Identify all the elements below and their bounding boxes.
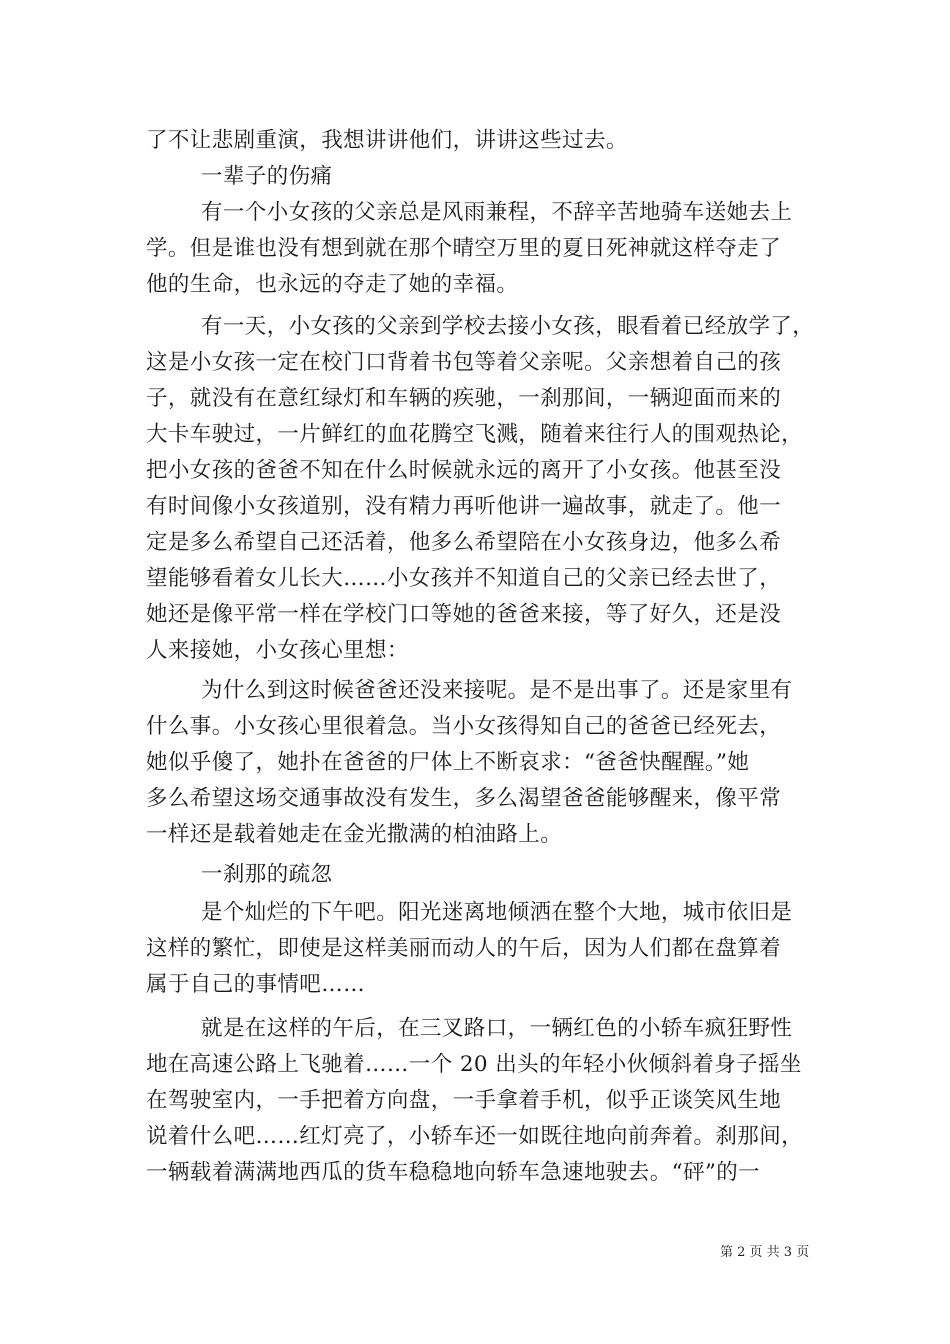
text-line: 他的生命，也永远的夺走了她的幸福。 bbox=[146, 272, 519, 297]
text-line: 什么事。小女孩心里很着急。当小女孩得知自己的爸爸已经死去， bbox=[146, 714, 782, 739]
text-line: 有时间像小女孩道别，没有精力再听他讲一遍故事，就走了。他一 bbox=[146, 494, 782, 519]
text-line: 把小女孩的爸爸不知在什么时候就永远的离开了小女孩。他甚至没 bbox=[146, 458, 782, 483]
text-line: 有一天，小女孩的父亲到学校去接小女孩，眼看着已经放学了， bbox=[201, 314, 815, 339]
page-number: 第 2 页 共 3 页 bbox=[720, 1245, 810, 1260]
text-line: 一辆载着满满地西瓜的货车稳稳地向轿车急速地驶去。“砰”的一 bbox=[146, 1160, 761, 1185]
text-line: 她似乎傻了，她扑在爸爸的尸体上不断哀求：“爸爸快醒醒。”她 bbox=[146, 750, 750, 775]
text-line: 就是在这样的午后，在三叉路口，一辆红色的小轿车疯狂野性 bbox=[201, 1016, 793, 1041]
text-line: 属于自己的事情吧…… bbox=[146, 972, 366, 997]
text-line: 多么希望这场交通事故没有发生，多么渴望爸爸能够醒来，像平常 bbox=[146, 786, 782, 811]
text-line: 一样还是载着她走在金光撒满的柏油路上。 bbox=[146, 822, 563, 847]
text-line: 望能够看着女儿长大……小女孩并不知道自己的父亲已经去世了， bbox=[146, 566, 782, 591]
text-line: 有一个小女孩的父亲总是风雨兼程，不辞辛苦地骑车送她去上 bbox=[201, 200, 793, 225]
text-line: 为什么到这时候爸爸还没来接呢。是不是出事了。还是家里有 bbox=[201, 678, 793, 703]
text-line: 在驾驶室内，一手把着方向盘，一手拿着手机，似乎正谈笑风生地 bbox=[146, 1088, 782, 1113]
text-line: 是个灿烂的下午吧。阳光迷离地倾洒在整个大地，城市依旧是 bbox=[201, 900, 793, 925]
text-line: 这样的繁忙，即使是这样美丽而动人的午后，因为人们都在盘算着 bbox=[146, 936, 782, 961]
section-heading: 一辈子的伤痛 bbox=[201, 164, 333, 189]
text-line: 子，就没有在意红绿灯和车辆的疾驰，一刹那间，一辆迎面而来的 bbox=[146, 386, 782, 411]
text-line: 定是多么希望自己还活着，他多么希望陪在小女孩身边，他多么希 bbox=[146, 530, 782, 555]
text-line: 学。但是谁也没有想到就在那个晴空万里的夏日死神就这样夺走了 bbox=[146, 236, 782, 261]
text-line: 她还是像平常一样在学校门口等她的爸爸来接，等了好久，还是没 bbox=[146, 602, 782, 627]
text-line: 这是小女孩一定在校门口背着书包等着父亲呢。父亲想着自己的孩 bbox=[146, 350, 782, 375]
text-line: 人来接她，小女孩心里想： bbox=[146, 638, 409, 663]
section-heading: 一刹那的疏忽 bbox=[201, 862, 333, 887]
text-line: 大卡车驶过，一片鲜红的血花腾空飞溅，随着来往行人的围观热论， bbox=[146, 422, 804, 447]
text-line: 说着什么吧……红灯亮了，小轿车还一如既往地向前奔着。刹那间， bbox=[146, 1124, 804, 1149]
text-line: 地在高速公路上飞驰着……一个 20 出头的年轻小伙倾斜着身子摇坐 bbox=[146, 1052, 802, 1077]
text-line: 了不让悲剧重演，我想讲讲他们，讲讲这些过去。 bbox=[146, 128, 628, 153]
